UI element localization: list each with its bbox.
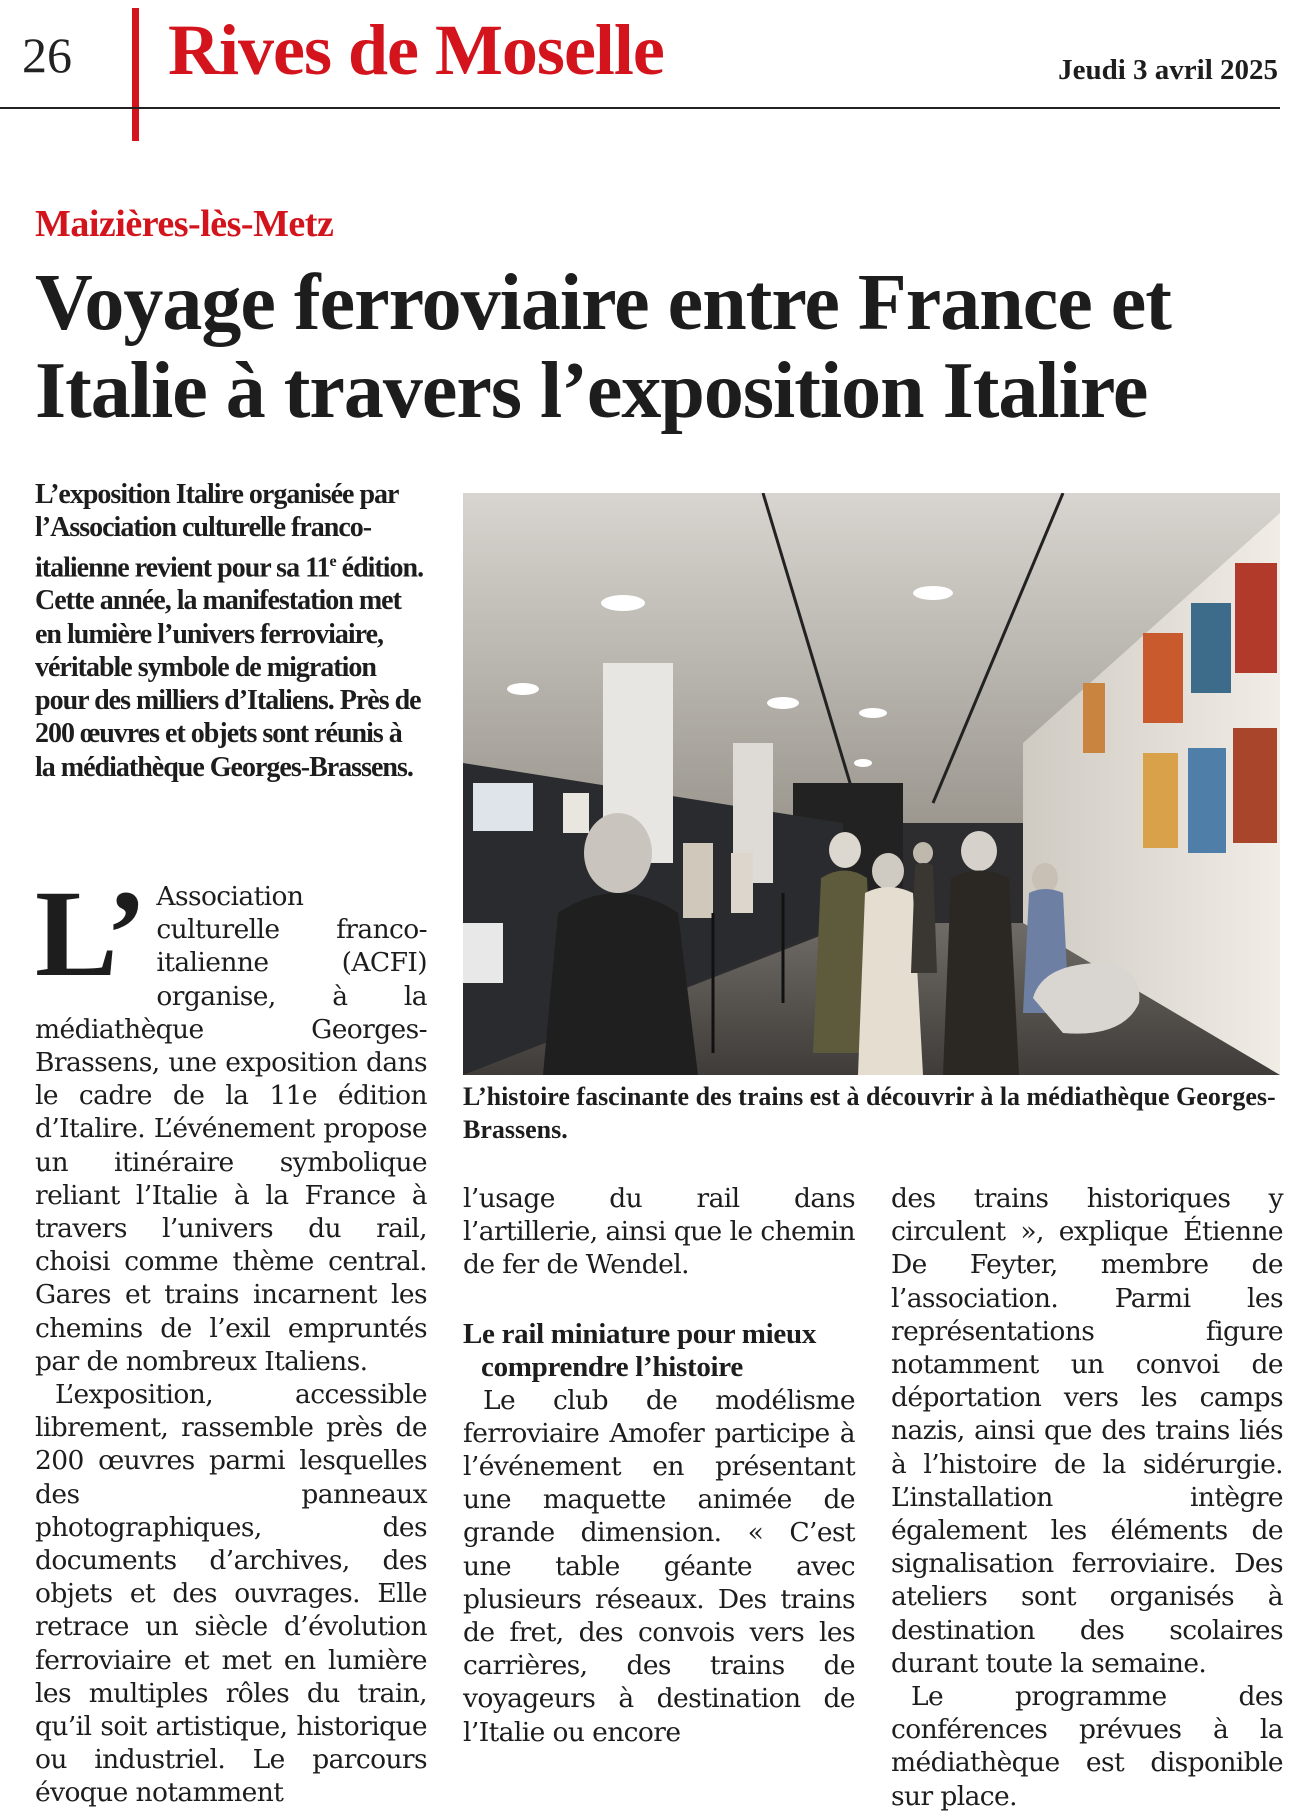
exhibition-photo-illustration	[463, 493, 1280, 1075]
page-number: 26	[22, 27, 72, 83]
masthead-divider	[0, 107, 1280, 109]
article-headline: Voyage ferroviaire entre France et Italie à travers l’exposition Italire	[35, 259, 1171, 435]
drop-cap: L’	[35, 865, 147, 1002]
article-lead	[35, 478, 425, 784]
lead-text-part1: L’exposition Italire organisée par l’Association culturelle franco-italienne revient pour sa 11	[35, 479, 398, 583]
article-column-2	[463, 1182, 855, 1749]
issue-date: Jeudi 3 avril 2025	[1058, 54, 1278, 86]
paragraph: L’exposition, accessible librement, rassemble près de 200 œuvres parmi lesquelles des panneaux photographiques, des documents d’archives, des objets et des ouvrages. Elle retrace un siècle d’évolution ferroviaire et met en lumière les multiples rôles du train, qu’il soit artistique, historique ou industriel. Le parcours évoque notamment	[35, 1379, 427, 1809]
article-column-3	[891, 1182, 1283, 1813]
article-kicker: Maizières-lès-Metz	[35, 203, 334, 245]
paragraph: Le programme des conférences prévues à la médiathèque est disponible sur place.	[891, 1681, 1283, 1812]
paragraph: des trains historiques y circulent », explique Étienne De Feyter, membre de l’association. Parmi les représentations figure notamment un convoi de déportation vers les camps nazis, ainsi que des trains liés à l’histoire de la sidérurgie. L’installation intègre également les éléments de signalisation ferroviaire. Des ateliers sont organisés à destination des scolaires durant toute la semaine.	[891, 1183, 1283, 1679]
paragraph: l’usage du rail dans l’artillerie, ainsi que le chemin de fer de Wendel.	[463, 1183, 855, 1281]
photo-caption: L’histoire fascinante des trains est à découvrir à la médiathèque Georges-Brassens.	[463, 1082, 1276, 1144]
article-column-1	[35, 865, 427, 1810]
paragraph: Le club de modélisme ferroviaire Amofer participe à l’événement en présentant une maquette animée de grande dimension. « C’est une table géante avec plusieurs réseaux. Des trains de fret, des convois vers les carrières, des trains de voyageurs à destination de l’Italie ou encore	[463, 1384, 855, 1748]
paragraph: Association culturelle franco-italienne (ACFI) organise, à la médiathèque Georges-Brassens, une exposition dans le cadre de la 11e édition d’Italire. L’événement propose un itinéraire symbolique reliant l’Italie à la France à travers l’univers du rail, choisi comme thème central. Gares et trains incarnent les chemins de l’exil empruntés par de nombreux Italiens.	[35, 881, 427, 1377]
article-photo	[463, 493, 1280, 1075]
section-title: Rives de Moselle	[168, 10, 664, 90]
lead-text-part2: édition. Cette année, la manifestation met en lumière l’univers ferroviaire, véritable symbole de migration pour des milliers d’Italiens. Près de 200 œuvres et objets sont réunis à la médiathèque Georges-Brassens.	[35, 551, 424, 783]
lead-superscript: e	[329, 552, 336, 570]
masthead-red-rule	[132, 8, 139, 141]
article-subheading: Le rail miniature pour mieux comprendre l’histoire	[463, 1317, 817, 1383]
